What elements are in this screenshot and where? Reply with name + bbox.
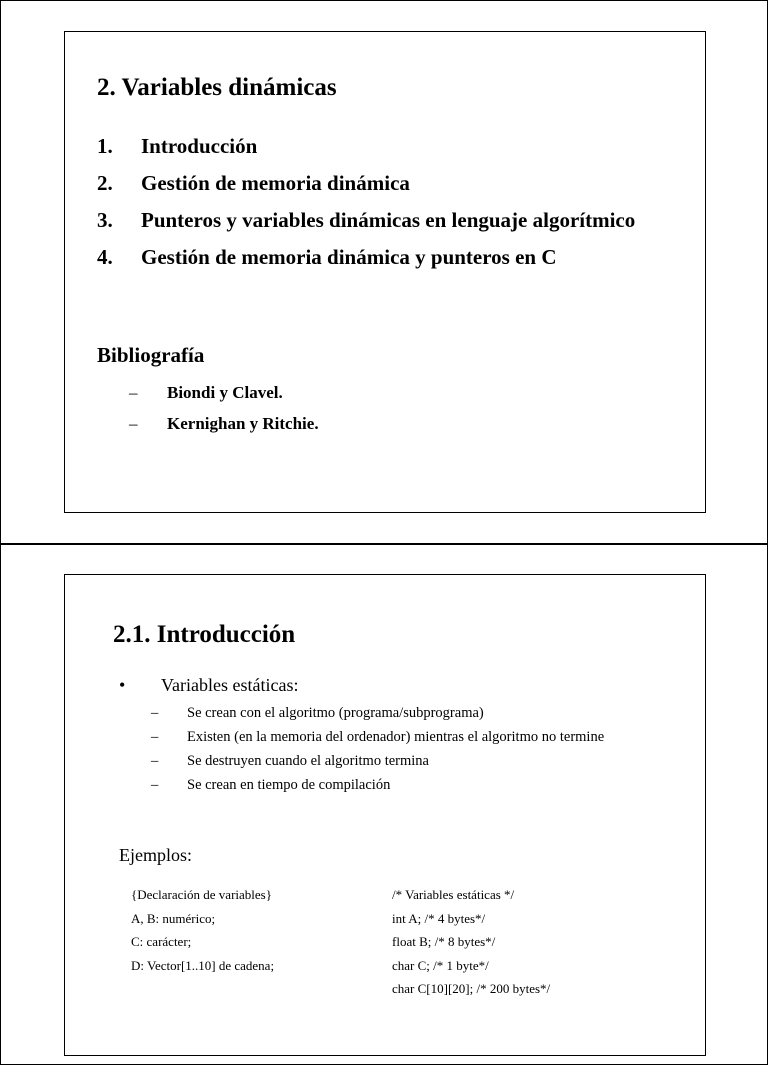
code-line: C: carácter; xyxy=(131,934,192,949)
bibliography-item: – Kernighan y Ritchie. xyxy=(129,414,319,433)
topic-item: 4. Gestión de memoria dinámica y punteros en C xyxy=(97,245,557,269)
slide-introduccion xyxy=(64,574,706,1056)
list-item: – Se crean con el algoritmo (programa/subprograma) xyxy=(151,705,484,721)
code-line: char C; /* 1 byte*/ xyxy=(392,957,489,973)
list-item: – Existen (en la memoria del ordenador) mientras el algoritmo no termine xyxy=(151,729,605,745)
slide-title: 2.1. Introducción xyxy=(113,621,296,648)
code-line: D: Vector[1..10] de cadena; xyxy=(131,957,275,973)
code-line: A, B: numérico; xyxy=(131,910,216,926)
slide-title: 2. Variables dinámicas xyxy=(97,74,337,101)
topic-item: 1. Introducción xyxy=(97,134,258,158)
pseudocode-examples xyxy=(131,883,274,977)
code-line: int A; /* 4 bytes*/ xyxy=(392,910,486,926)
bullet-icon: • xyxy=(119,675,126,695)
topic-list xyxy=(97,132,677,280)
examples-label: Ejemplos: xyxy=(119,845,192,865)
c-code-examples xyxy=(392,883,550,1001)
topic-item: 3. Punteros y variables dinámicas en lenguaje algorítmico xyxy=(97,208,636,232)
code-line: char C[10][20]; /* 200 bytes*/ xyxy=(392,981,551,996)
code-line: /* Variables estáticas */ xyxy=(392,887,515,902)
static-variables-list xyxy=(151,703,651,799)
bibliography-item: – Biondi y Clavel. xyxy=(129,383,283,402)
list-item: – Se destruyen cuando el algoritmo termina xyxy=(151,753,429,769)
code-line: float B; /* 8 bytes*/ xyxy=(392,934,496,949)
code-line: {Declaración de variables} xyxy=(131,887,272,902)
list-item: – Se crean en tiempo de compilación xyxy=(151,777,391,793)
topic-item: 2. Gestión de memoria dinámica xyxy=(97,171,410,195)
bibliography-list xyxy=(129,377,319,439)
slide-variables-dinamicas xyxy=(64,31,706,513)
bullet-variables-estaticas: • Variables estáticas: xyxy=(119,675,299,695)
bibliography-title: Bibliografía xyxy=(97,343,205,367)
